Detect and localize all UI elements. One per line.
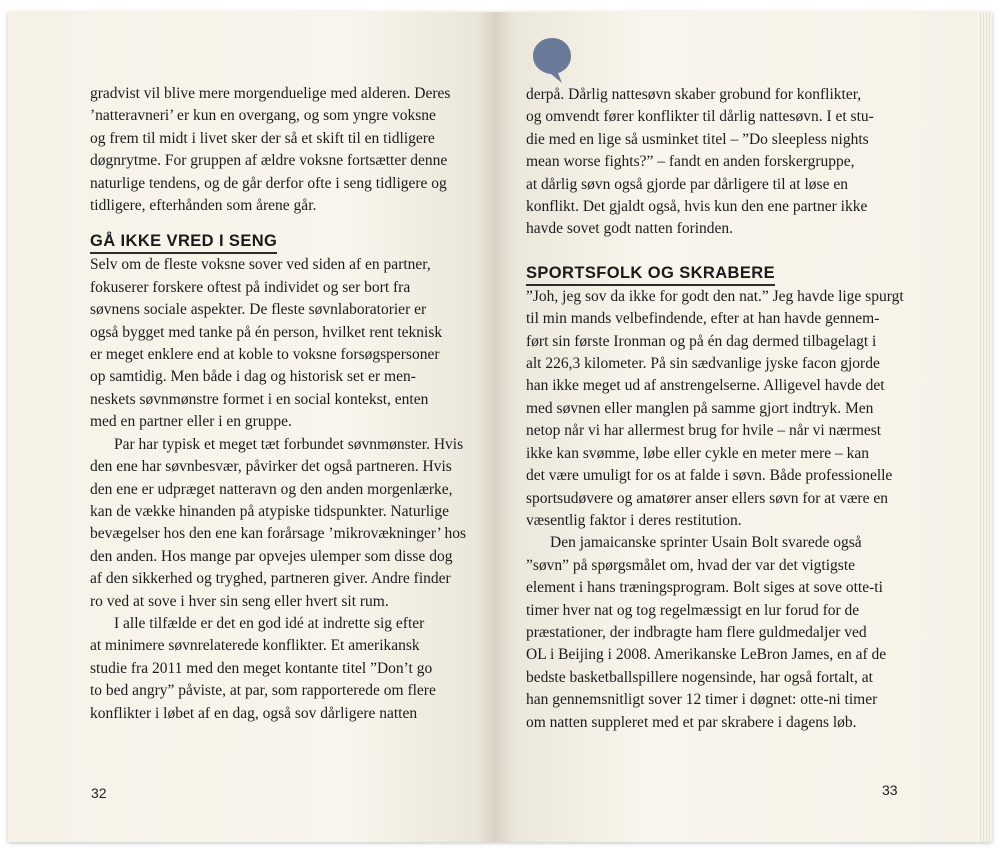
text-line: den anden. Hos mange par opvejes ulemper som disse dog [90, 547, 453, 565]
page-number-left: 32 [91, 785, 107, 801]
text-line: ro ved at sove i hver sin seng eller hvert sit rum. [90, 592, 389, 610]
text-line: konflikt. Det gjaldt også, hvis kun den ene partner ikke [526, 198, 868, 216]
text-line: ”Joh, jeg sov da ikke for godt den nat.” Jeg havde lige spurgt [526, 287, 904, 305]
text-line: OL i Beijing i 2008. Amerikanske LeBron James, en af de [526, 646, 887, 664]
text-line: derpå. Dårlig nattesøvn skaber grobund for konflikter, [526, 86, 862, 103]
text-line: han gennemsnitligt sover 12 timer i døgnet: otte-ni timer [526, 691, 878, 709]
section-heading-sportsfolk [526, 263, 904, 286]
left-paragraph-4 [90, 613, 466, 725]
text-line: Den jamaicanske sprinter Usain Bolt svarede også [550, 534, 862, 552]
text-line: gradvist vil blive mere morgenduelige med alderen. Deres [90, 85, 451, 102]
page-number-right: 33 [882, 782, 898, 798]
text-line: alt 226,3 kilometer. På sin sædvanlige jyske facon gjorde [526, 355, 880, 373]
text-line: ”søvn” på spørgsmålet om, hvad der var det vigtigste [526, 556, 856, 574]
right-paragraph-3 [526, 532, 904, 734]
text-line: die med en lige så usminket titel – ”Do sleepless nights [526, 130, 869, 148]
text-line: element i hans træningsprogram. Bolt siges at sove otte-ti [526, 579, 883, 597]
text-line: den ene har søvnbesvær, påvirker det også partneren. Hvis [90, 458, 452, 476]
text-line: kan de vække hinanden på atypiske tidspunkter. Naturlige [90, 502, 449, 520]
left-paragraph-3 [90, 434, 466, 613]
text-line: at dårlig søvn også gjorde par dårligere til at løse en [526, 175, 848, 193]
section-heading-text: SPORTSFOLK OG SKRABERE [526, 263, 775, 286]
right-page [496, 12, 992, 842]
text-line: at minimere søvnrelaterede konflikter. Et amerikansk [90, 637, 420, 655]
text-line: to bed angry” påviste, at par, som rapporterede om flere [90, 682, 436, 700]
text-line: præstationer, der indbragte ham flere guldmedaljer ved [526, 623, 867, 641]
left-page [8, 12, 496, 842]
right-paragraph-1 [526, 84, 904, 241]
text-line: ikke kan svømme, løbe eller cykle en meter mere – kan [526, 444, 870, 462]
text-line: bedste basketballspillere nogensinde, har også fortalt, at [526, 668, 873, 686]
text-line: til min mands velbefindende, efter at han havde gennem- [526, 310, 880, 328]
text-line: med søvnen eller manglen på samme gjort indtryk. Men [526, 399, 874, 417]
text-line: tidligere, efterhånden som årene går. [90, 197, 317, 215]
left-paragraph-2 [90, 254, 466, 433]
text-line: naturlige tendens, og de går derfor ofte i seng tidligere og [90, 174, 447, 192]
text-line: Selv om de fleste voksne sover ved siden af en partner, [90, 256, 431, 274]
text-line: med en partner eller i en gruppe. [90, 413, 292, 431]
text-line: op samtidig. Men både i dag og historisk set er men- [90, 368, 416, 386]
text-line: fokuserer forskere oftest på individet og ser bort fra [90, 278, 411, 296]
text-line: og frem til midt i livet sker der så et skift til en tidligere [90, 129, 435, 147]
text-line: og omvendt fører konflikter til dårlig nattesøvn. I et stu- [526, 108, 874, 126]
book-spread [8, 12, 992, 842]
speech-bubble-icon [531, 36, 573, 86]
text-line: ført sin første Ironman og på én dag dermed tilbagelagt i [526, 332, 877, 350]
text-line: studie fra 2011 med den meget kontante titel ”Don’t go [90, 659, 433, 677]
section-heading-text: GÅ IKKE VRED I SENG [90, 231, 277, 254]
text-line: ’natteravneri’ er kun en overgang, og som yngre voksne [90, 107, 436, 125]
left-page-text [90, 83, 466, 725]
text-line: havde sovet godt natten forinden. [526, 220, 734, 238]
text-line: sportsudøvere og amatører anser ellers søvn for at være en [526, 489, 888, 507]
text-line: den ene er udpræget natteravn og den anden morgenlærke, [90, 480, 453, 498]
text-line: også bygget med tanke på én person, hvilket rent teknisk [90, 323, 443, 341]
page-stack-edge-right [978, 12, 992, 842]
text-line: mean worse fights?” – fandt en anden forskergruppe, [526, 153, 855, 171]
right-page-text [526, 84, 904, 734]
text-line: søvnens sociale aspekter. De fleste søvnlaboratorier er [90, 301, 427, 319]
text-line: Par har typisk et meget tæt forbundet søvnmønster. Hvis [114, 435, 464, 453]
text-line: døgnrytme. For gruppen af ældre voksne fortsætter denne [90, 152, 448, 170]
text-line: konflikter i løbet af en dag, også sov dårligere natten [90, 704, 418, 722]
right-paragraph-2 [526, 286, 904, 532]
text-line: netop når vi har allermest brug for hvile – når vi nærmest [526, 422, 882, 440]
text-line: I alle tilfælde er det en god idé at indrette sig efter [114, 614, 425, 632]
text-line: væsentlig faktor i deres restitution. [526, 511, 742, 529]
text-line: han ikke meget ud af anstrengelserne. Alligevel havde det [526, 377, 885, 395]
text-line: timer hver nat og tog regelmæssigt en lur forud for de [526, 601, 860, 619]
text-line: neskets søvnmønstre formet i en social kontekst, enten [90, 390, 429, 408]
text-line: om natten suppleret med et par skrabere i dagens løb. [526, 713, 857, 731]
text-line: det være umuligt for os at falde i søvn. Både professionelle [526, 467, 893, 485]
left-paragraph-1 [90, 83, 466, 217]
text-line: af den sikkerhed og tryghed, partneren giver. Andre finder [90, 570, 451, 588]
section-heading-ga-ikke-vred [90, 231, 466, 254]
text-line: er meget enklere end at koble to voksne forsøgspersoner [90, 346, 440, 364]
text-line: bevægelser hos den ene kan forårsage ’mikrovækninger’ hos [90, 525, 467, 543]
